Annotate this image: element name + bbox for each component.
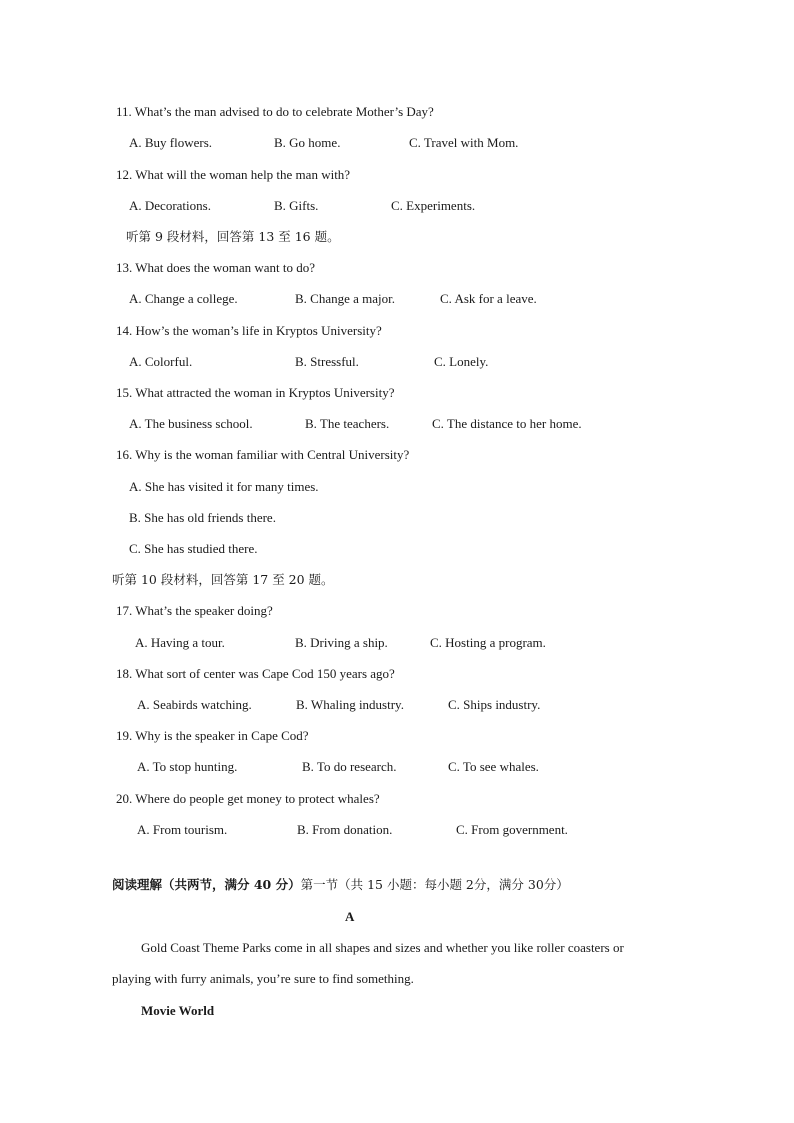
- passage-subheading: Movie World: [141, 1003, 215, 1018]
- passage-paragraph-line-2: playing with furry animals, you’re sure to find something.: [112, 971, 414, 986]
- option-12b: B. Gifts.: [274, 198, 319, 213]
- passage-paragraph-line-1: Gold Coast Theme Parks come in all shapes and sizes and whether you like roller coasters or: [141, 940, 624, 955]
- question-12: 12. What will the woman help the man with?: [116, 167, 351, 182]
- option-18c: C. Ships industry.: [448, 697, 541, 712]
- option-12c: C. Experiments.: [391, 198, 476, 213]
- question-16: 16. Why is the woman familiar with Central University?: [116, 447, 410, 462]
- reading-section-heading: [112, 877, 569, 893]
- option-20a: A. From tourism.: [137, 822, 228, 837]
- option-19a: A. To stop hunting.: [137, 759, 238, 774]
- option-18a: A. Seabirds watching.: [137, 697, 252, 712]
- option-19c: C. To see whales.: [448, 759, 539, 774]
- question-18: 18. What sort of center was Cape Cod 150 years ago?: [116, 666, 395, 681]
- option-14c: C. Lonely.: [434, 354, 489, 369]
- option-11c: C. Travel with Mom.: [409, 135, 519, 150]
- option-13a: A. Change a college.: [129, 291, 238, 306]
- section-9-instruction: 听第 9 段材料，回答第 13 至 16 题。: [126, 229, 340, 244]
- question-17: 17. What’s the speaker doing?: [116, 603, 273, 618]
- option-14b: B. Stressful.: [295, 354, 359, 369]
- option-13b: B. Change a major.: [295, 291, 396, 306]
- question-19: 19. Why is the speaker in Cape Cod?: [116, 728, 309, 743]
- option-20c: C. From government.: [456, 822, 568, 837]
- option-19b: B. To do research.: [302, 759, 397, 774]
- passage-letter: A: [345, 909, 355, 924]
- option-11a: A. Buy flowers.: [129, 135, 213, 150]
- option-15c: C. The distance to her home.: [432, 416, 582, 431]
- option-20b: B. From donation.: [297, 822, 393, 837]
- question-11: 11. What’s the man advised to do to celebrate Mother’s Day?: [116, 104, 434, 119]
- option-15b: B. The teachers.: [305, 416, 390, 431]
- option-17c: C. Hosting a program.: [430, 635, 546, 650]
- option-11b: B. Go home.: [274, 135, 341, 150]
- reading-heading-bold: 阅读理解（共两节，满分 40 分）: [112, 877, 301, 892]
- option-16b: B. She has old friends there.: [129, 510, 276, 525]
- option-17b: B. Driving a ship.: [295, 635, 388, 650]
- option-13c: C. Ask for a leave.: [440, 291, 537, 306]
- option-18b: B. Whaling industry.: [296, 697, 404, 712]
- option-15a: A. The business school.: [129, 416, 253, 431]
- question-20: 20. Where do people get money to protect whales?: [116, 791, 380, 806]
- question-13: 13. What does the woman want to do?: [116, 260, 316, 275]
- option-14a: A. Colorful.: [129, 354, 193, 369]
- option-17a: A. Having a tour.: [135, 635, 225, 650]
- question-14: 14. How’s the woman’s life in Kryptos University?: [116, 323, 382, 338]
- option-12a: A. Decorations.: [129, 198, 211, 213]
- option-16c: C. She has studied there.: [129, 541, 258, 556]
- section-10-instruction: 听第 10 段材料，回答第 17 至 20 题。: [112, 572, 334, 587]
- option-16a: A. She has visited it for many times.: [129, 479, 319, 494]
- question-15: 15. What attracted the woman in Kryptos University?: [116, 385, 395, 400]
- reading-heading-rest: 第一节（共 15 小题：每小题 2分，满分 30分）: [300, 877, 569, 892]
